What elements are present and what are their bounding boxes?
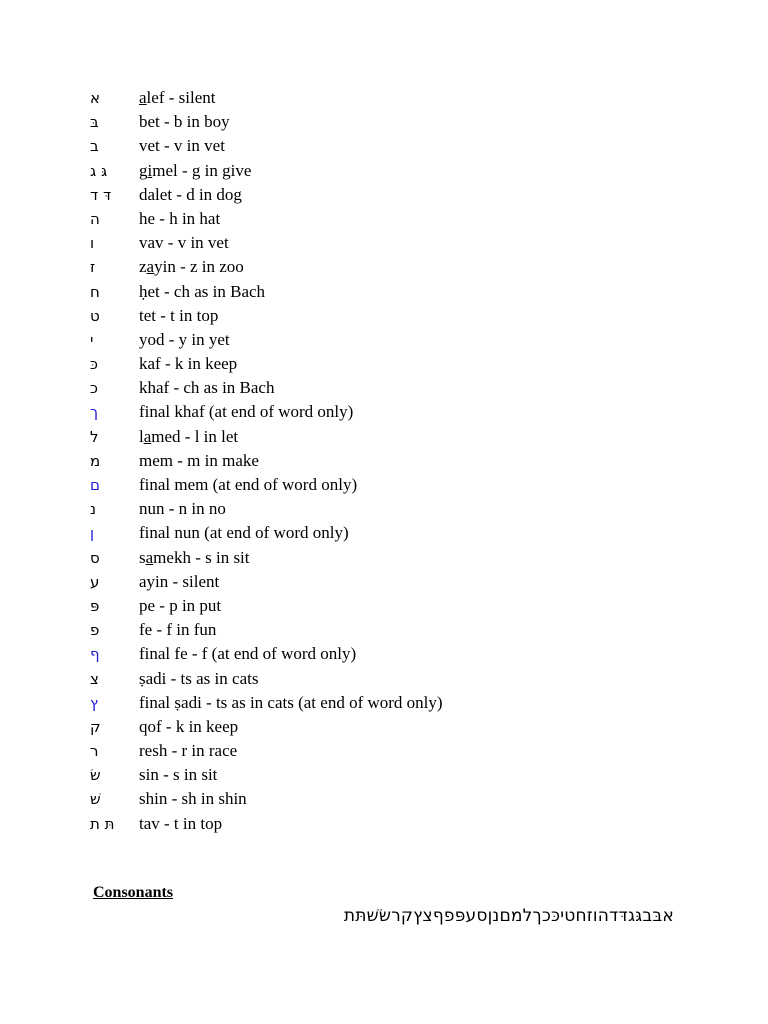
stressed-vowel: a (146, 257, 155, 277)
letter-row (0, 642, 768, 666)
hebrew-glyph: בּ (90, 113, 99, 132)
hebrew-glyph: מ (90, 451, 101, 470)
description-text: he - h in hat (139, 208, 221, 228)
description-text: vav - v in vet (139, 233, 229, 253)
letter-row (0, 763, 768, 787)
description-text: final mem (at end of word only) (139, 475, 358, 494)
hebrew-glyph: תּ ת (90, 814, 115, 833)
letter-row (0, 473, 768, 497)
consonants-alphabet-line: אבּבגּגדּדהוזחטיכּכךלמםנןסעפּפףצץקרשׂשׁתּת (343, 906, 674, 926)
hebrew-glyph: י (90, 330, 94, 349)
description-text: g (139, 160, 148, 180)
hebrew-glyph: שׁ (90, 790, 101, 809)
letter-row (0, 255, 768, 279)
letter-row (0, 183, 768, 207)
hebrew-glyph: ץ (90, 693, 99, 712)
letter-description (139, 159, 251, 183)
letter-row (0, 691, 768, 715)
letter-description (139, 280, 265, 304)
letter-row (0, 497, 768, 521)
letter-row (0, 400, 768, 424)
letter-description (139, 546, 250, 570)
description-text: s (139, 547, 146, 567)
letter-row (0, 425, 768, 449)
hebrew-glyph: גּ ג (90, 161, 108, 180)
stressed-vowel: a (145, 547, 154, 567)
letter-row (0, 667, 768, 691)
letter-row (0, 812, 768, 836)
description-text: mekh - s in sit (153, 547, 250, 567)
letter-row (0, 86, 768, 110)
hebrew-glyph: ן (90, 524, 95, 543)
letter-description (139, 352, 237, 376)
description-text: final fe - f (at end of word only) (139, 644, 357, 664)
letter-description (139, 497, 226, 521)
description-text: yod - y in yet (139, 329, 230, 349)
description-text: kaf - k in keep (139, 354, 238, 374)
hebrew-glyph: ע (90, 572, 100, 591)
stressed-vowel: a (143, 426, 152, 446)
letter-description (139, 473, 357, 497)
letter-description (139, 570, 219, 594)
letter-description (139, 691, 443, 715)
letter-row (0, 570, 768, 594)
hebrew-glyph: ה (90, 209, 100, 228)
description-text: mel - g in give (152, 160, 252, 180)
description-text: vet - v in vet (139, 136, 225, 156)
letter-row (0, 304, 768, 328)
letter-description (139, 110, 230, 134)
letter-row (0, 715, 768, 739)
letter-row (0, 280, 768, 304)
hebrew-glyph: ב (90, 137, 99, 156)
letter-description (139, 812, 222, 836)
description-text: l (139, 426, 144, 446)
hebrew-glyph: צ (90, 669, 99, 688)
hebrew-glyph: ו (90, 234, 95, 253)
letter-description (139, 425, 238, 449)
description-text: dalet - d in dog (139, 184, 242, 204)
letter-row (0, 328, 768, 352)
letter-description (139, 86, 215, 110)
hebrew-glyph: פ (90, 621, 100, 640)
letter-row (0, 449, 768, 473)
description-text: bet - b in boy (139, 112, 230, 132)
letter-row (0, 521, 768, 545)
letter-description (139, 304, 218, 328)
description-text: tav - t in top (139, 813, 223, 833)
hebrew-glyph: ק (90, 717, 101, 736)
letter-row (0, 159, 768, 183)
letter-description (139, 715, 238, 739)
description-text: ṣadi - ts as in cats (139, 668, 259, 688)
hebrew-letter-list (0, 86, 768, 836)
stressed-vowel: i (147, 160, 153, 180)
hebrew-glyph: ז (90, 258, 96, 277)
description-text: lef - silent (146, 88, 216, 107)
description-text: ḥet - ch as in Bach (139, 281, 266, 301)
description-text: tet - t in top (139, 305, 219, 325)
hebrew-glyph: א (90, 89, 101, 107)
description-text: final nun (at end of word only) (139, 523, 349, 543)
letter-description (139, 255, 244, 279)
letter-description (139, 400, 353, 424)
letter-row (0, 376, 768, 400)
hebrew-glyph: כּ (90, 355, 98, 374)
hebrew-glyph: ח (90, 282, 100, 301)
hebrew-glyph: ל (90, 427, 99, 446)
description-text: mem - m in make (139, 450, 259, 470)
hebrew-glyph: ר (90, 742, 99, 761)
hebrew-glyph: ך (90, 403, 99, 422)
description-text: ayin - silent (139, 571, 220, 591)
letter-description (139, 642, 356, 666)
description-text: z (139, 257, 147, 277)
letter-row (0, 352, 768, 376)
hebrew-glyph: פּ (90, 596, 100, 615)
hebrew-glyph: ס (90, 548, 100, 567)
description-text: final ṣadi - ts as in cats (at end of word only) (139, 692, 443, 712)
hebrew-glyph: דּ ד (90, 185, 112, 204)
letter-description (139, 231, 229, 255)
description-text: fe - f in fun (139, 620, 217, 640)
letter-description (139, 739, 237, 763)
description-text: yin - z in zoo (154, 257, 244, 277)
letter-description (139, 449, 259, 473)
letter-row (0, 618, 768, 642)
hebrew-glyph: נ (90, 500, 97, 519)
hebrew-glyph: ם (90, 476, 100, 494)
letter-row (0, 134, 768, 158)
description-text: med - l in let (151, 426, 239, 446)
description-text: shin - sh in shin (139, 789, 247, 809)
consonants-heading: Consonants (93, 884, 174, 901)
letter-row (0, 546, 768, 570)
description-text: final khaf (at end of word only) (139, 402, 354, 422)
letter-row (0, 739, 768, 763)
letter-row (0, 110, 768, 134)
description-text: nun - n in no (139, 499, 226, 519)
letter-description (139, 667, 258, 691)
letter-description (139, 763, 217, 787)
letter-description (139, 134, 225, 158)
description-text: pe - p in put (139, 595, 222, 615)
letter-description (139, 328, 230, 352)
description-text: resh - r in race (139, 741, 238, 761)
letter-description (139, 521, 349, 545)
description-text: khaf - ch as in Bach (139, 378, 275, 398)
letter-description (139, 376, 274, 400)
hebrew-glyph: ף (90, 645, 100, 664)
letter-row (0, 594, 768, 618)
letter-description (139, 594, 221, 618)
letter-description (139, 207, 220, 231)
letter-description (139, 787, 247, 811)
letter-row (0, 787, 768, 811)
letter-description (139, 618, 216, 642)
hebrew-glyph: ט (90, 306, 100, 325)
letter-description (139, 183, 242, 207)
hebrew-glyph: כ (90, 379, 98, 398)
description-text: sin - s in sit (139, 765, 218, 785)
description-text: qof - k in keep (139, 716, 239, 736)
stressed-vowel: a (139, 88, 147, 107)
hebrew-glyph: שׂ (90, 766, 101, 785)
letter-row (0, 207, 768, 231)
letter-row (0, 231, 768, 255)
